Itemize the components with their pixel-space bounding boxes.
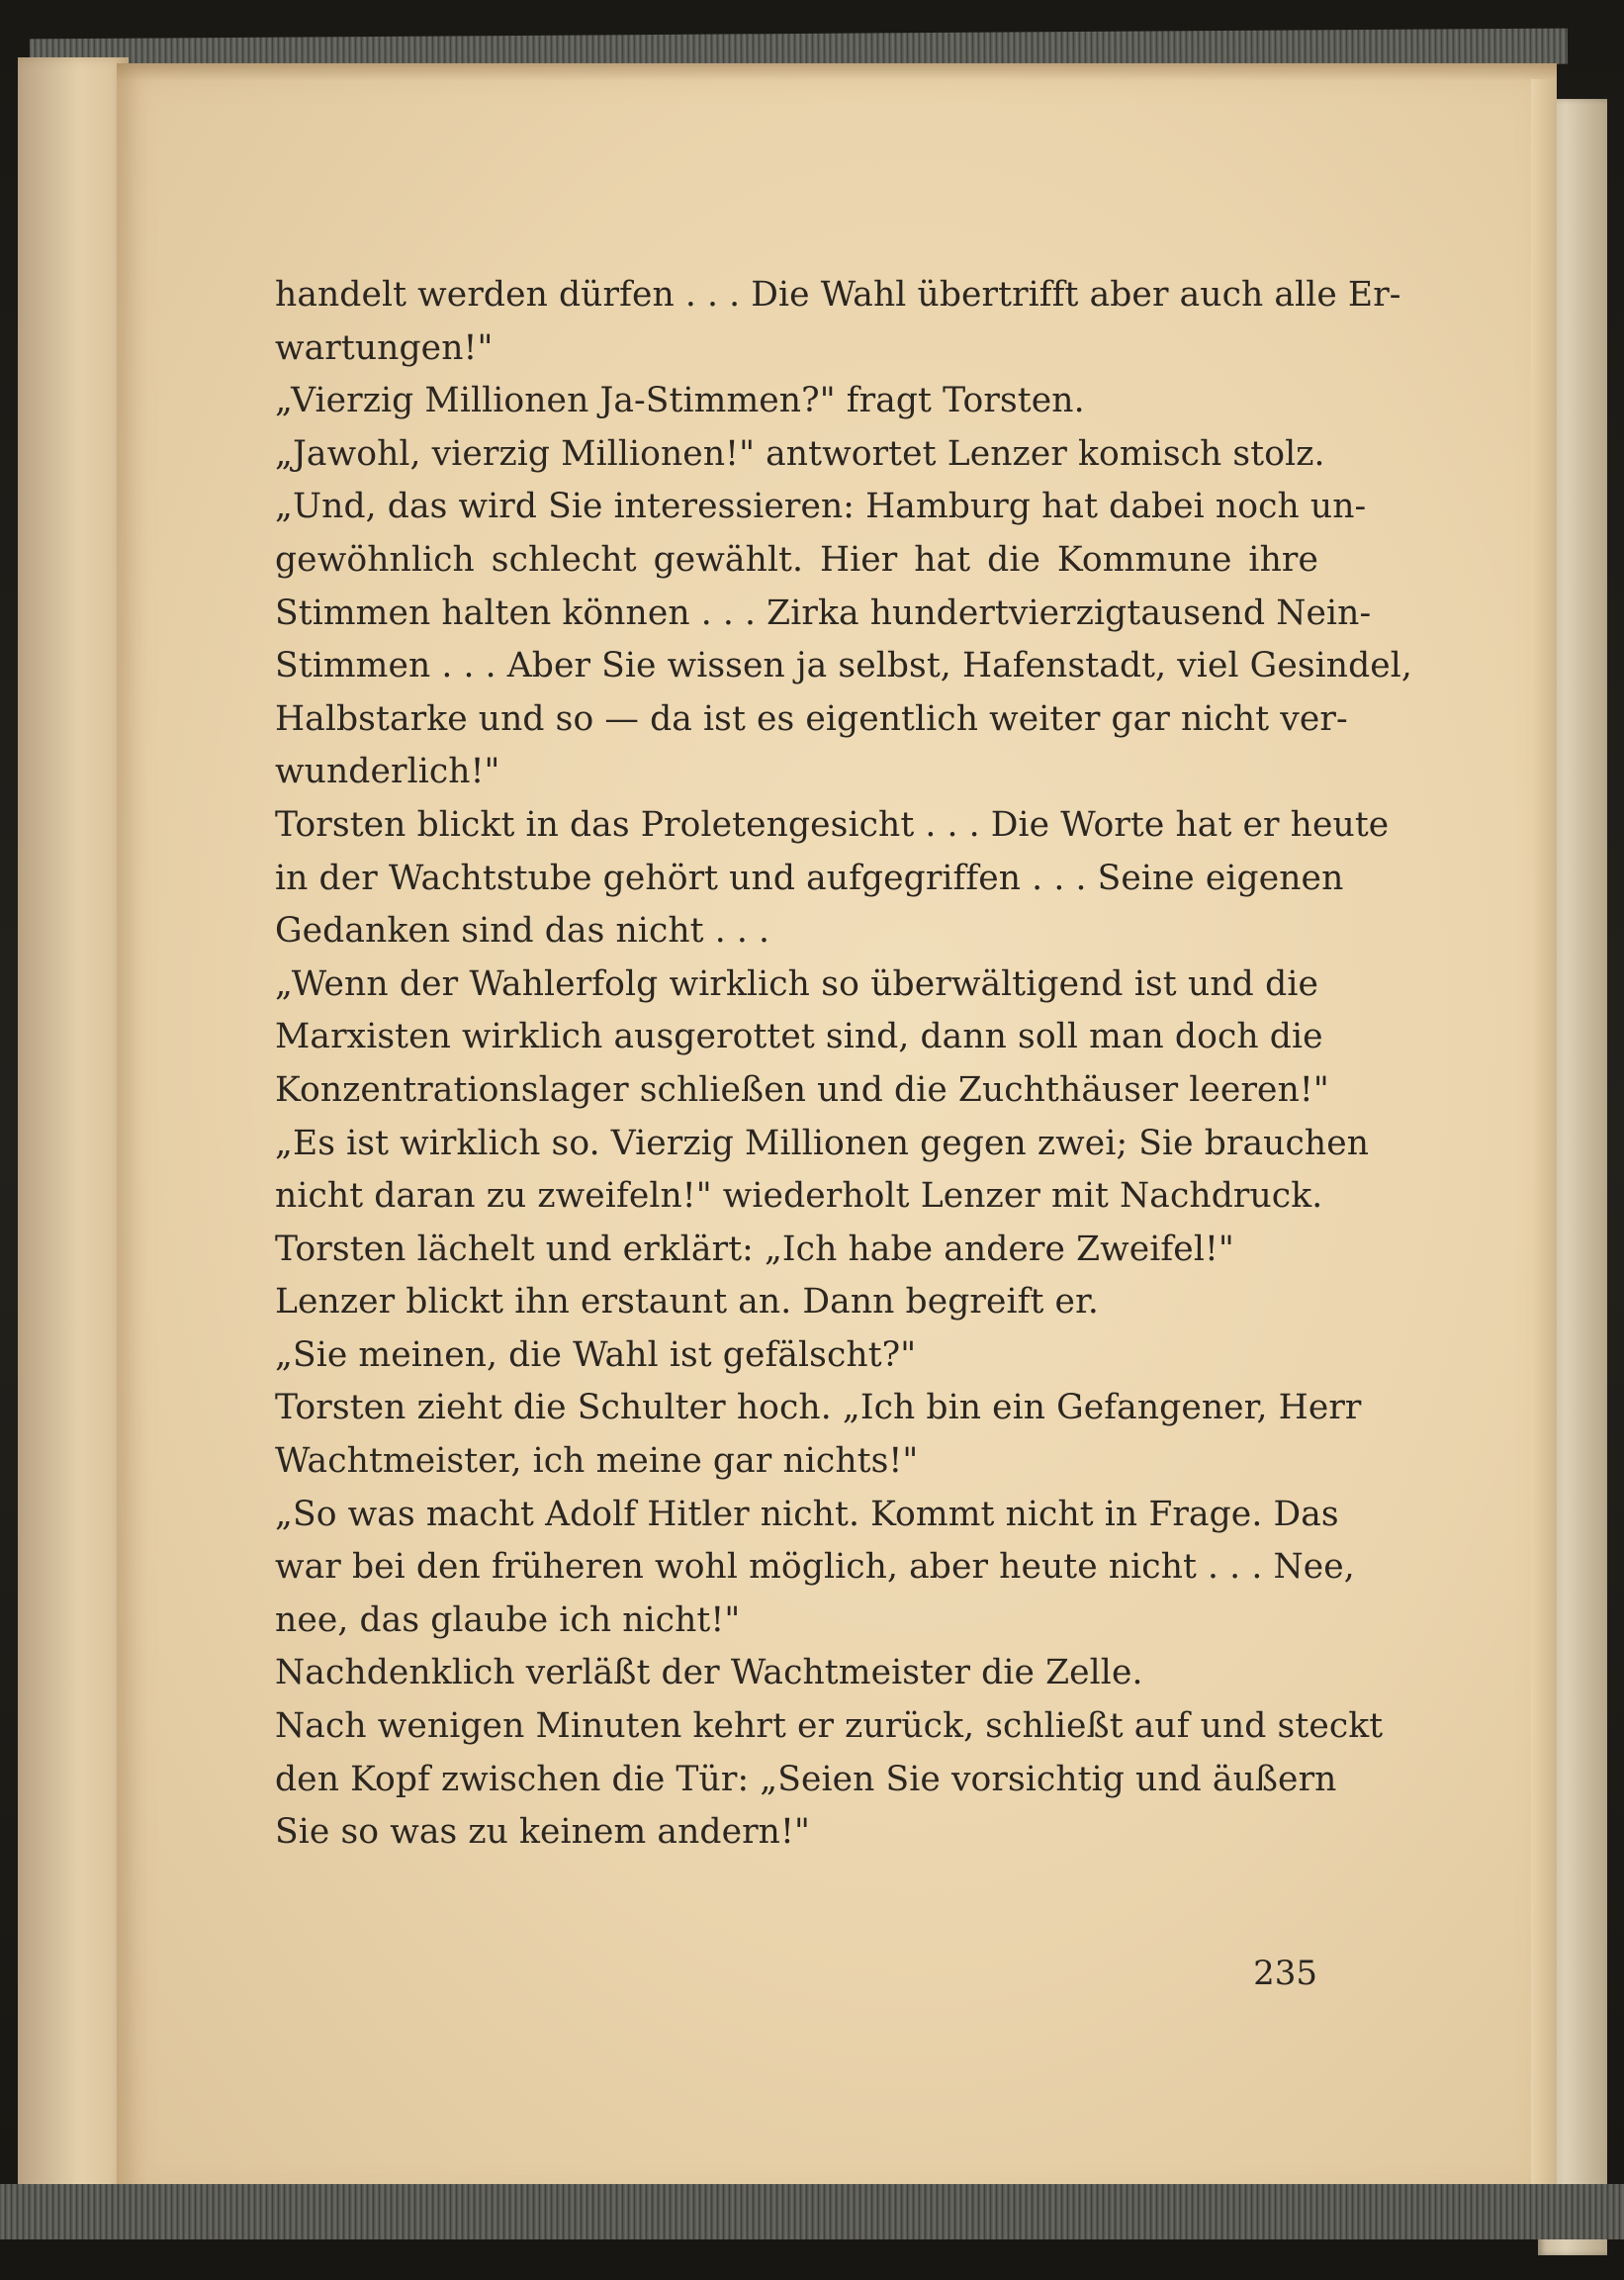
text-line: Stimmen . . . Aber Sie wissen ja selbst, Hafenstadt, viel Gesindel, bbox=[275, 646, 1413, 686]
text-line: „Es ist wirklich so. Vierzig Millionen gegen zwei; Sie brauchen bbox=[275, 1123, 1370, 1163]
text-line: Halbstarke und so — da ist es eigentlich weiter gar nicht ver- bbox=[275, 698, 1348, 739]
text-line: wartungen!" bbox=[275, 327, 494, 368]
text-line: „Vierzig Millionen Ja-Stimmen?" fragt Torsten. bbox=[275, 381, 1085, 421]
text-line: nee, das glaube ich nicht!" bbox=[275, 1599, 741, 1640]
text-line: Nach wenigen Minuten kehrt er zurück, schließt auf und steckt bbox=[275, 1706, 1384, 1747]
text-line: Nachdenklich verläßt der Wachtmeister die Zelle. bbox=[275, 1653, 1143, 1693]
text-line: war bei den früheren wohl möglich, aber heute nicht . . . Nee, bbox=[275, 1547, 1355, 1588]
text-line: handelt werden dürfen . . . Die Wahl übertrifft aber auch alle Er- bbox=[275, 275, 1401, 315]
text-line: wunderlich!" bbox=[275, 752, 500, 792]
text-line: in der Wachtstube gehört und aufgegriffen . . . Seine eigenen bbox=[275, 858, 1344, 898]
text-line: Stimmen halten können . . . Zirka hundertvierzigtausend Nein- bbox=[275, 593, 1372, 633]
text-line: „So was macht Adolf Hitler nicht. Kommt nicht in Frage. Das bbox=[275, 1494, 1339, 1534]
text-line: „Jawohl, vierzig Millionen!" antwortet Lenzer komisch stolz. bbox=[275, 433, 1325, 474]
book-cover-bottom-edge bbox=[0, 2184, 1624, 2239]
text-line: Gedanken sind das nicht . . . bbox=[275, 911, 770, 952]
text-line: Konzentrationslager schließen und die Zuchthäuser leeren!" bbox=[275, 1069, 1329, 1110]
text-line: „Sie meinen, die Wahl ist gefälscht?" bbox=[275, 1334, 917, 1375]
text-line: „Und, das wird Sie interessieren: Hamburg hat dabei noch un- bbox=[275, 487, 1367, 527]
page-number: 235 bbox=[1253, 1954, 1317, 1993]
page-right-edge bbox=[1531, 79, 1557, 2206]
text-line: Sie so was zu keinem andern!" bbox=[275, 1812, 810, 1853]
text-line: Lenzer blickt ihn erstaunt an. Dann begreift er. bbox=[275, 1282, 1099, 1322]
body-text bbox=[275, 269, 1413, 1860]
gutter-fold bbox=[18, 57, 129, 2209]
text-line: Torsten zieht die Schulter hoch. „Ich bin ein Gefangener, Herr bbox=[275, 1388, 1362, 1428]
text-line: Wachtmeister, ich meine gar nichts!" bbox=[275, 1441, 919, 1482]
text-line: den Kopf zwischen die Tür: „Seien Sie vorsichtig und äußern bbox=[275, 1759, 1337, 1799]
text-line: Marxisten wirklich ausgerottet sind, dann soll man doch die bbox=[275, 1017, 1323, 1057]
text-line: Torsten lächelt und erklärt: „Ich habe andere Zweifel!" bbox=[275, 1229, 1234, 1269]
text-line: „Wenn der Wahlerfolg wirklich so überwältigend ist und die bbox=[275, 963, 1318, 1004]
text-line: nicht daran zu zweifeln!" wiederholt Lenzer mit Nachdruck. bbox=[275, 1176, 1323, 1217]
text-line: Torsten blickt in das Proletengesicht . . . Die Worte hat er heute bbox=[275, 804, 1390, 845]
text-line: gewöhnlich schlecht gewählt. Hier hat die Kommune ihre bbox=[275, 539, 1318, 580]
